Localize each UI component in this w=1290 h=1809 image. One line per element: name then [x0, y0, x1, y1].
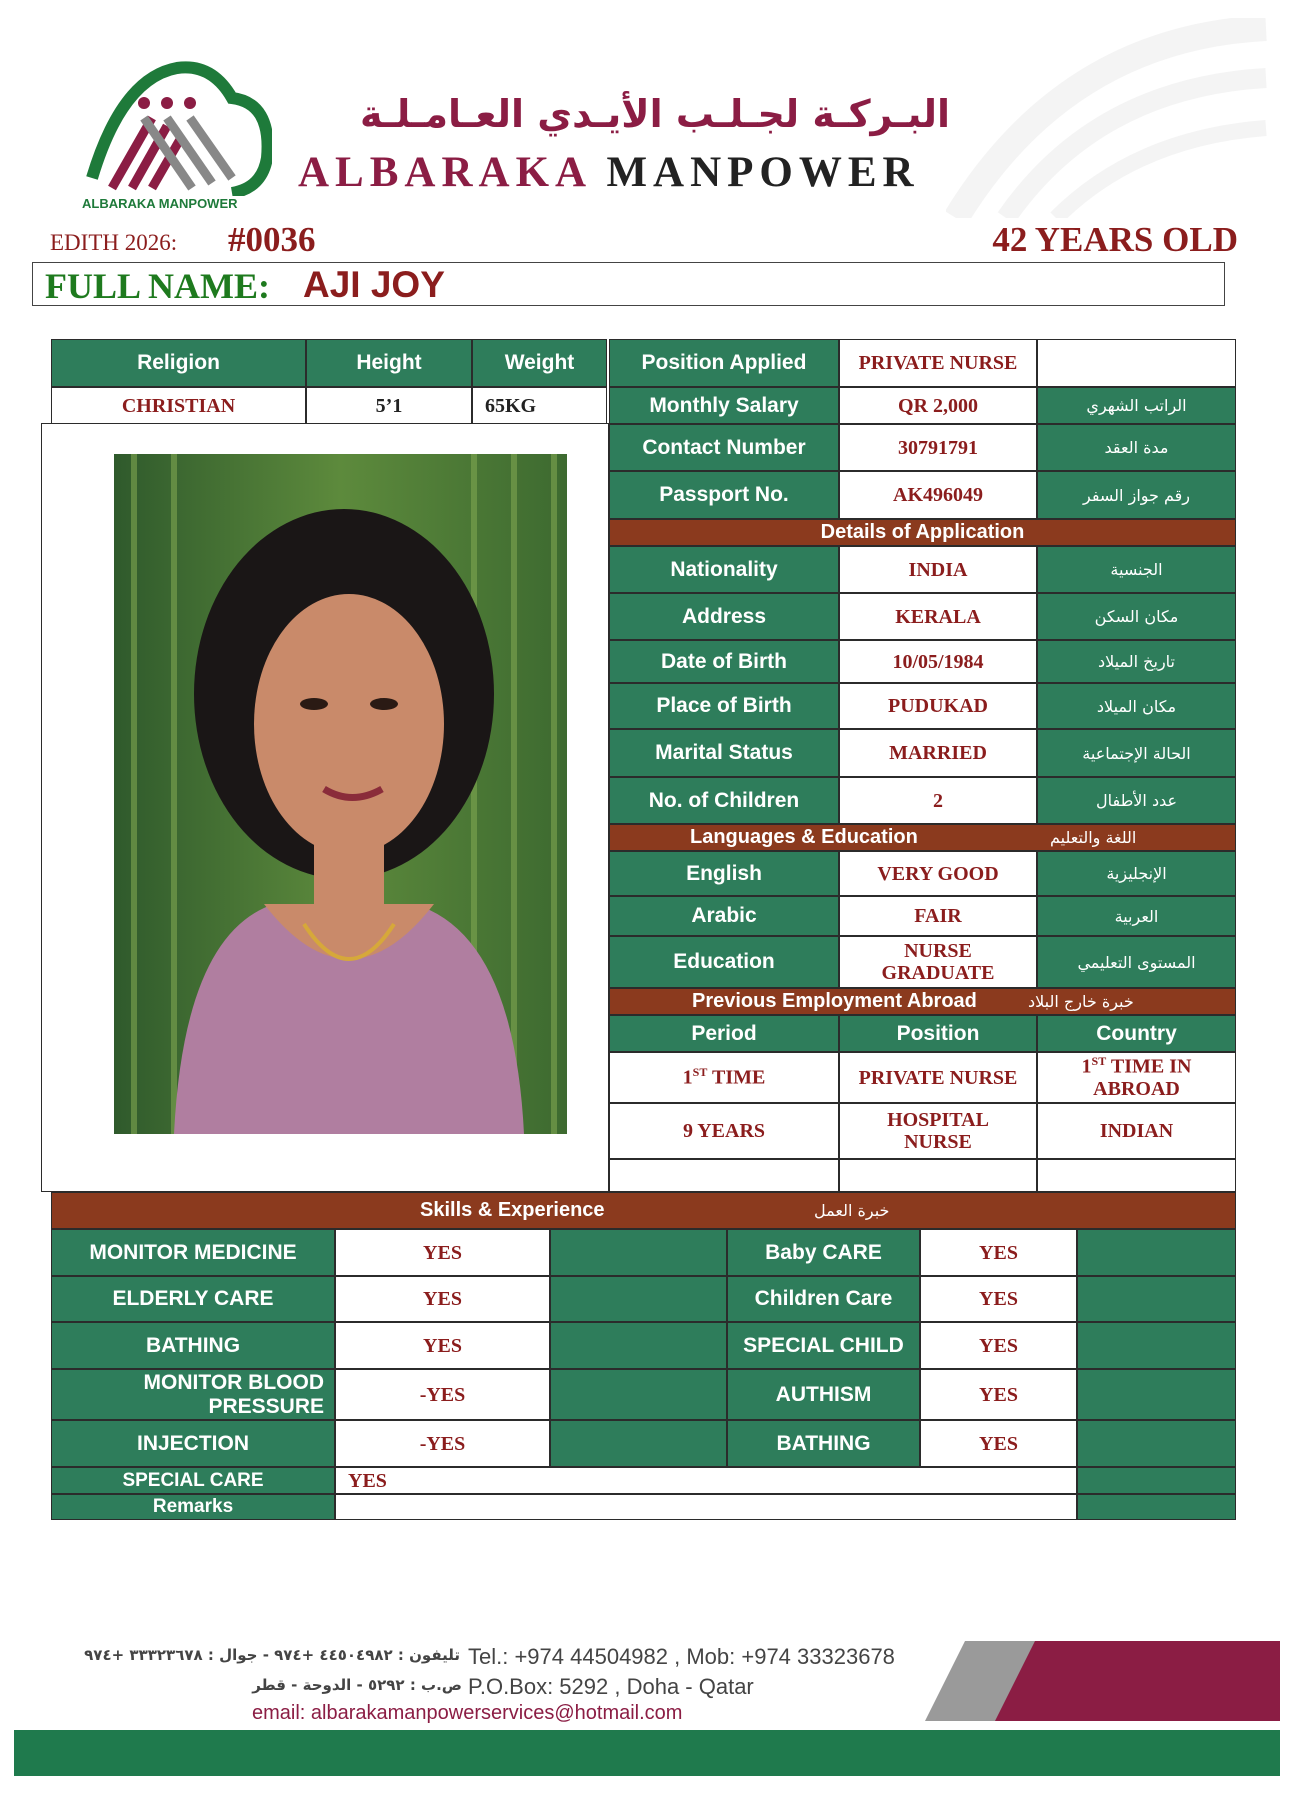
employment-header-en: Previous Employment Abroad [692, 990, 977, 1012]
watermark-arcs [946, 18, 1276, 218]
skill-right-4: AUTHISM [727, 1369, 920, 1420]
company-name-english [298, 148, 920, 197]
children-value: 2 [839, 777, 1037, 824]
passport-ar: رقم جواز السفر [1037, 471, 1236, 519]
employment-country-1-num: 1 [1081, 1055, 1092, 1078]
employment-period-1 [609, 1052, 839, 1103]
contact-number-label: Contact Number [609, 424, 839, 471]
skill-left-2: ELDERLY CARE [51, 1276, 335, 1322]
skill-left-4-value: -YES [335, 1369, 550, 1420]
arabic-ar: العربية [1037, 896, 1236, 936]
languages-header-en: Languages & Education [690, 826, 918, 848]
employment-period-1-text [683, 1066, 766, 1089]
employment-country-1-suffix: TIME IN ABROAD [1093, 1055, 1192, 1100]
portrait-image [114, 454, 567, 1134]
skill-left-4: MONITOR BLOOD PRESSURE [51, 1369, 335, 1420]
languages-header [609, 824, 1236, 851]
employment-country-1 [1037, 1052, 1236, 1103]
skill-left-1: MONITOR MEDICINE [51, 1229, 335, 1276]
employment-country-1-text [1068, 1055, 1205, 1100]
skill-right-1: Baby CARE [727, 1229, 920, 1276]
passport-label: Passport No. [609, 471, 839, 519]
skill-right-5-value: YES [920, 1420, 1077, 1467]
position-applied-value: PRIVATE NURSE [839, 339, 1037, 387]
nationality-value: INDIA [839, 546, 1037, 593]
age: 42 YEARS OLD [992, 220, 1238, 259]
english-value: VERY GOOD [839, 851, 1037, 896]
skill-filler-5 [550, 1420, 727, 1467]
skill-left-3-value: YES [335, 1322, 550, 1369]
pob-label: Place of Birth [609, 683, 839, 729]
full-name-box [32, 262, 1225, 306]
monthly-salary-label: Monthly Salary [609, 387, 839, 424]
english-label: English [609, 851, 839, 896]
address-value: KERALA [839, 593, 1037, 640]
skill-filler-3 [550, 1322, 727, 1369]
period-header: Period [609, 1015, 839, 1052]
remarks-filler [1077, 1494, 1236, 1520]
footer-decor [925, 1641, 1280, 1721]
employment-period-2: 9 YEARS [609, 1103, 839, 1159]
skill-left-5: INJECTION [51, 1420, 335, 1467]
edition-label: EDITH 2026: [50, 230, 178, 255]
employment-country-2: INDIAN [1037, 1103, 1236, 1159]
skill-right-2: Children Care [727, 1276, 920, 1322]
address-label: Address [609, 593, 839, 640]
position-applied-label: Position Applied [609, 339, 839, 387]
height-value: 5’1 [306, 387, 472, 424]
skill-right-3: SPECIAL CHILD [727, 1322, 920, 1369]
employment-empty-2 [839, 1159, 1037, 1192]
children-ar: عدد الأطفال [1037, 777, 1236, 824]
skill-left-2-value: YES [335, 1276, 550, 1322]
height-header: Height [306, 339, 472, 387]
employment-period-1-sup: ST [692, 1065, 708, 1080]
monthly-salary-ar: الراتب الشهري [1037, 387, 1236, 424]
employment-period-1-num: 1 [682, 1066, 693, 1089]
skill-left-5-value: -YES [335, 1420, 550, 1467]
skill-filler-4 [550, 1369, 727, 1420]
employment-header [609, 988, 1236, 1015]
footer-box-en: P.O.Box: 5292 , Doha - Qatar [468, 1674, 754, 1699]
children-label: No. of Children [609, 777, 839, 824]
profile-number: #0036 [228, 220, 316, 259]
skill-right-2-value: YES [920, 1276, 1077, 1322]
skill-right-3-value: YES [920, 1322, 1077, 1369]
full-name-label: FULL NAME: [45, 266, 270, 306]
company-name-left: ALBARAKA [298, 149, 590, 196]
footer-phone-en: Tel.: +974 44504982 , Mob: +974 33323678 [468, 1644, 895, 1669]
marital-status-value: MARRIED [839, 729, 1037, 777]
education-label: Education [609, 936, 839, 988]
employment-position-1: PRIVATE NURSE [839, 1052, 1037, 1103]
special-care-filler [1077, 1467, 1236, 1494]
special-care-label: SPECIAL CARE [51, 1467, 335, 1494]
candidate-photo [114, 454, 567, 1134]
skill-filler-r3 [1077, 1322, 1236, 1369]
marital-status-label: Marital Status [609, 729, 839, 777]
weight-header: Weight [472, 339, 607, 387]
footer-band [14, 1730, 1280, 1776]
english-ar: الإنجليزية [1037, 851, 1236, 896]
country-header: Country [1037, 1015, 1236, 1052]
full-name: AJI JOY [303, 264, 445, 305]
skills-header-en: Skills & Experience [420, 1199, 605, 1221]
nationality-label: Nationality [609, 546, 839, 593]
skill-left-1-value: YES [335, 1229, 550, 1276]
religion-header: Religion [51, 339, 306, 387]
dob-label: Date of Birth [609, 640, 839, 683]
skill-right-5: BATHING [727, 1420, 920, 1467]
religion-value: CHRISTIAN [51, 387, 306, 424]
skill-filler-r2 [1077, 1276, 1236, 1322]
skill-filler-r5 [1077, 1420, 1236, 1467]
company-name-arabic: البـركـة لجـلـب الأيـدي العـامـلـة [359, 92, 950, 136]
contact-number-ar: مدة العقد [1037, 424, 1236, 471]
logo-caption: ALBARAKA MANPOWER [82, 196, 238, 211]
special-care-value: YES [335, 1467, 1077, 1494]
employment-position-2: HOSPITAL NURSE [839, 1103, 1037, 1159]
remarks-value [335, 1494, 1077, 1520]
marital-status-ar: الحالة الإجتماعية [1037, 729, 1236, 777]
address-ar: مكان السكن [1037, 593, 1236, 640]
nationality-ar: الجنسية [1037, 546, 1236, 593]
skill-left-3: BATHING [51, 1322, 335, 1369]
pob-ar: مكان الميلاد [1037, 683, 1236, 729]
education-ar: المستوى التعليمي [1037, 936, 1236, 988]
passport-value: AK496049 [839, 471, 1037, 519]
details-header: Details of Application [609, 519, 1236, 546]
employment-empty-1 [609, 1159, 839, 1192]
position-applied-ar [1037, 339, 1236, 387]
contact-number-value: 30791791 [839, 424, 1037, 471]
company-name-right: MANPOWER [606, 149, 920, 196]
company-logo-icon [82, 58, 272, 196]
footer-box-ar: ص.ب : ٥٢٩٢ - الدوحة - قطر [252, 1676, 462, 1694]
arabic-value: FAIR [839, 896, 1037, 936]
dob-ar: تاريخ الميلاد [1037, 640, 1236, 683]
remarks-label: Remarks [51, 1494, 335, 1520]
monthly-salary-value: QR 2,000 [839, 387, 1037, 424]
employment-header-ar: خبرة خارج البلاد [1028, 992, 1134, 1011]
skill-filler-r4 [1077, 1369, 1236, 1420]
footer-email: email: albarakamanpowerservices@hotmail.com [252, 1702, 683, 1724]
skills-header [51, 1192, 1236, 1229]
education-value: NURSE GRADUATE [839, 936, 1037, 988]
weight-value: 65KG [472, 387, 607, 424]
skills-header-ar: خبرة العمل [814, 1201, 890, 1220]
employment-country-1-sup: ST [1091, 1054, 1107, 1069]
pob-value: PUDUKAD [839, 683, 1037, 729]
footer-phone-ar: تليفون : ٤٤٥٠٤٩٨٢ +٩٧٤ - جوال : ٣٣٣٢٣٦٧٨ +٩٧٤ [84, 1646, 460, 1664]
position-header: Position [839, 1015, 1037, 1052]
skill-filler-1 [550, 1229, 727, 1276]
employment-empty-3 [1037, 1159, 1236, 1192]
skill-right-4-value: YES [920, 1369, 1077, 1420]
skill-filler-2 [550, 1276, 727, 1322]
arabic-label: Arabic [609, 896, 839, 936]
skill-filler-r1 [1077, 1229, 1236, 1276]
skill-right-1-value: YES [920, 1229, 1077, 1276]
dob-value: 10/05/1984 [839, 640, 1037, 683]
languages-header-ar: اللغة والتعليم [1050, 828, 1137, 847]
employment-period-1-suffix: TIME [707, 1066, 766, 1089]
